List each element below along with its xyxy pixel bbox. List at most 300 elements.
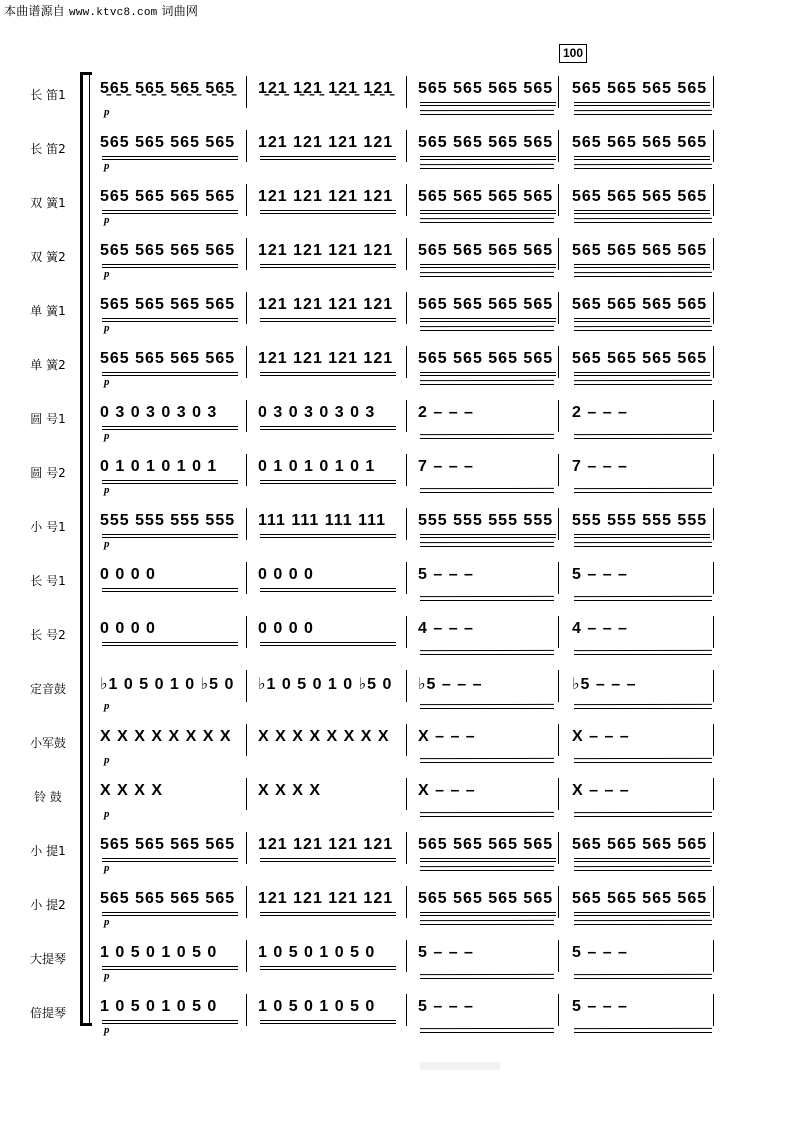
beam-line xyxy=(420,213,556,214)
measure: 121 121 121 121 xyxy=(258,350,394,367)
dynamic-piano: p xyxy=(104,916,110,928)
beam-line xyxy=(260,318,396,319)
measure: 1 0 5 0 1 0 5 0 xyxy=(100,998,218,1015)
measure: 4 – – – xyxy=(572,620,628,637)
measure: 1̱2̱1̱ 1̱2̱1̱ 1̱2̱1̱ 1̱2̱1̱ xyxy=(258,80,394,97)
barline xyxy=(558,778,559,810)
beam-line xyxy=(102,966,238,967)
instrument-label: 长 笛1 xyxy=(30,88,66,102)
measure: 565 565 565 565 xyxy=(418,836,554,853)
crescendo-hairpin xyxy=(420,920,554,923)
crescendo-hairpin xyxy=(574,488,712,491)
staff-row xyxy=(0,456,792,510)
barline xyxy=(246,616,247,648)
crescendo-hairpin xyxy=(420,812,554,815)
crescendo-hairpin xyxy=(420,650,554,653)
measure: 1 0 5 0 1 0 5 0 xyxy=(258,944,376,961)
measure: 565 565 565 565 xyxy=(100,188,236,205)
barline xyxy=(558,832,559,864)
crescendo-hairpin xyxy=(574,164,712,167)
beam-line xyxy=(420,105,556,106)
header-suffix: 词曲网 xyxy=(161,4,199,18)
beam-line xyxy=(102,267,238,268)
measure: 565 565 565 565 xyxy=(100,296,236,313)
beam-line xyxy=(574,534,710,535)
dynamic-piano: p xyxy=(104,700,110,712)
beam-line xyxy=(420,159,556,160)
instrument-label: 长 号2 xyxy=(30,628,66,642)
crescendo-hairpin xyxy=(574,110,712,113)
crescendo-hairpin xyxy=(574,434,712,437)
staff-row xyxy=(0,240,792,294)
measure: 1 0 5 0 1 0 5 0 xyxy=(258,998,376,1015)
measure: 565 565 565 565 xyxy=(100,836,236,853)
measure: 565 565 565 565 xyxy=(100,890,236,907)
barline xyxy=(558,238,559,270)
crescendo-hairpin xyxy=(574,596,712,599)
beam-line xyxy=(420,210,556,211)
staff-row xyxy=(0,510,792,564)
crescendo-hairpin xyxy=(574,704,712,707)
beam-line xyxy=(260,642,396,643)
measure: 565 565 565 565 xyxy=(100,350,236,367)
barline xyxy=(713,184,714,216)
barline xyxy=(558,346,559,378)
barline xyxy=(246,508,247,540)
barline xyxy=(713,832,714,864)
beam-line xyxy=(260,156,396,157)
beam-line xyxy=(102,372,238,373)
beam-line xyxy=(102,591,238,592)
crescendo-hairpin xyxy=(420,974,554,977)
beam-line xyxy=(260,915,396,916)
beam-line xyxy=(260,591,396,592)
barline xyxy=(406,778,407,810)
beam-line xyxy=(260,480,396,481)
beam-line xyxy=(260,267,396,268)
barline xyxy=(558,184,559,216)
barline xyxy=(406,454,407,486)
crescendo-hairpin xyxy=(420,272,554,275)
measure: 121 121 121 121 xyxy=(258,134,394,151)
crescendo-hairpin xyxy=(574,272,712,275)
beam-line xyxy=(420,912,556,913)
staff-row xyxy=(0,672,792,726)
measure: 7 – – – xyxy=(572,458,628,475)
barline xyxy=(558,886,559,918)
beam-line xyxy=(260,1020,396,1021)
measure: 565 565 565 565 xyxy=(418,80,554,97)
staff-row xyxy=(0,78,792,132)
measure: 5 – – – xyxy=(418,998,474,1015)
measure: X – – – xyxy=(572,782,630,799)
measure: 565 565 565 565 xyxy=(418,188,554,205)
crescendo-hairpin xyxy=(574,866,712,869)
measure: 1 0 5 0 1 0 5 0 xyxy=(100,944,218,961)
staff-row xyxy=(0,186,792,240)
crescendo-hairpin xyxy=(574,218,712,221)
beam-line xyxy=(420,375,556,376)
beam-line xyxy=(420,318,556,319)
crescendo-hairpin xyxy=(574,326,712,329)
beam-line xyxy=(574,318,710,319)
beam-line xyxy=(420,156,556,157)
barline xyxy=(246,724,247,756)
crescendo-hairpin xyxy=(420,1028,554,1031)
barline xyxy=(246,454,247,486)
beam-line xyxy=(260,861,396,862)
measure: 565 565 565 565 xyxy=(100,134,236,151)
beam-line xyxy=(420,537,556,538)
dynamic-piano: p xyxy=(104,754,110,766)
beam-line xyxy=(260,429,396,430)
rehearsal-mark: 100 xyxy=(559,44,587,63)
staff-row xyxy=(0,132,792,186)
barline xyxy=(246,994,247,1026)
beam-line xyxy=(574,912,710,913)
barline xyxy=(713,724,714,756)
barline xyxy=(406,292,407,324)
staff-row xyxy=(0,348,792,402)
instrument-label: 小 号1 xyxy=(30,520,66,534)
beam-line xyxy=(102,480,238,481)
beam-line xyxy=(260,375,396,376)
measure: 5 – – – xyxy=(418,566,474,583)
measure: 0 0 0 0 xyxy=(100,566,156,583)
beam-line xyxy=(102,858,238,859)
measure: 2 – – – xyxy=(572,404,628,421)
dynamic-piano: p xyxy=(104,1024,110,1036)
barline xyxy=(406,940,407,972)
barline xyxy=(246,886,247,918)
measure: ♭5 – – – xyxy=(572,676,637,693)
measure: 565 565 565 565 xyxy=(418,134,554,151)
barline xyxy=(713,238,714,270)
crescendo-hairpin xyxy=(420,596,554,599)
measure: 565 565 565 565 xyxy=(418,350,554,367)
crescendo-hairpin xyxy=(574,1028,712,1031)
beam-line xyxy=(420,861,556,862)
barline xyxy=(558,562,559,594)
measure: 565 565 565 565 xyxy=(418,890,554,907)
barline xyxy=(713,616,714,648)
measure: X – – – xyxy=(418,728,476,745)
barline xyxy=(246,832,247,864)
crescendo-hairpin xyxy=(574,758,712,761)
barline xyxy=(246,184,247,216)
crescendo-hairpin xyxy=(574,380,712,383)
instrument-label: 圆 号1 xyxy=(30,412,66,426)
measure: 5 – – – xyxy=(572,944,628,961)
instrument-label: 长 笛2 xyxy=(30,142,66,156)
measure: ♭1 0 5 0 1 0 ♭5 0 xyxy=(100,676,235,693)
beam-line xyxy=(102,318,238,319)
barline xyxy=(713,130,714,162)
measure: 565 565 565 565 xyxy=(572,80,708,97)
crescendo-hairpin xyxy=(420,218,554,221)
measure: X X X X X X X X xyxy=(100,728,232,745)
beam-line xyxy=(574,537,710,538)
beam-line xyxy=(260,645,396,646)
beam-line xyxy=(260,210,396,211)
beam-line xyxy=(574,159,710,160)
measure: X X X X xyxy=(100,782,164,799)
barline xyxy=(558,400,559,432)
measure: 5 – – – xyxy=(572,998,628,1015)
measure: 565 565 565 565 xyxy=(418,242,554,259)
measure: 0 0 0 0 xyxy=(258,566,314,583)
measure: X – – – xyxy=(418,782,476,799)
measure: 121 121 121 121 xyxy=(258,296,394,313)
header-url[interactable]: www.ktvc8.com xyxy=(69,7,158,19)
barline xyxy=(406,994,407,1026)
crescendo-hairpin xyxy=(420,380,554,383)
barline xyxy=(406,832,407,864)
dynamic-piano: p xyxy=(104,214,110,226)
beam-line xyxy=(260,537,396,538)
barline xyxy=(713,670,714,702)
barline xyxy=(406,886,407,918)
beam-line xyxy=(574,861,710,862)
measure: 565 565 565 565 xyxy=(572,188,708,205)
beam-line xyxy=(574,210,710,211)
barline xyxy=(713,940,714,972)
barline xyxy=(246,940,247,972)
beam-line xyxy=(420,264,556,265)
beam-line xyxy=(102,210,238,211)
beam-line xyxy=(102,321,238,322)
beam-line xyxy=(260,264,396,265)
measure: 565 565 565 565 xyxy=(572,296,708,313)
staff-row xyxy=(0,726,792,780)
barline xyxy=(406,184,407,216)
measure: 5 – – – xyxy=(572,566,628,583)
beam-line xyxy=(102,483,238,484)
barline xyxy=(406,346,407,378)
barline xyxy=(713,508,714,540)
beam-line xyxy=(574,375,710,376)
beam-line xyxy=(420,534,556,535)
faint-mark xyxy=(420,1062,500,1070)
crescendo-hairpin xyxy=(420,488,554,491)
dynamic-piano: p xyxy=(104,160,110,172)
barline xyxy=(406,724,407,756)
barline xyxy=(246,400,247,432)
instrument-label: 铃 鼓 xyxy=(34,790,62,804)
measure: 565 565 565 565 xyxy=(100,242,236,259)
instrument-label: 长 号1 xyxy=(30,574,66,588)
crescendo-hairpin xyxy=(574,542,712,545)
page-header xyxy=(4,2,198,19)
measure: 555 555 555 555 xyxy=(572,512,708,529)
measure: 565 565 565 565 xyxy=(572,350,708,367)
barline xyxy=(558,508,559,540)
instrument-label: 小 提2 xyxy=(30,898,66,912)
beam-line xyxy=(574,213,710,214)
staff-row xyxy=(0,402,792,456)
beam-line xyxy=(102,429,238,430)
barline xyxy=(246,562,247,594)
barline xyxy=(246,346,247,378)
beam-line xyxy=(102,534,238,535)
measure: 0 0 0 0 xyxy=(258,620,314,637)
beam-line xyxy=(102,1023,238,1024)
beam-line xyxy=(574,915,710,916)
dynamic-piano: p xyxy=(104,106,110,118)
dynamic-piano: p xyxy=(104,484,110,496)
barline xyxy=(558,130,559,162)
measure: 555 555 555 555 xyxy=(418,512,554,529)
barline xyxy=(406,508,407,540)
beam-line xyxy=(260,483,396,484)
instrument-label: 倍提琴 xyxy=(29,1006,66,1020)
barline xyxy=(406,238,407,270)
beam-line xyxy=(102,264,238,265)
measure: 0 1 0 1 0 1 0 1 xyxy=(100,458,218,475)
barline xyxy=(713,76,714,108)
beam-line xyxy=(574,156,710,157)
staff-row xyxy=(0,834,792,888)
measure: 5̱6̱5̱ 5̱6̱5̱ 5̱6̱5̱ 5̱6̱5̱ xyxy=(100,80,236,97)
crescendo-hairpin xyxy=(420,542,554,545)
beam-line xyxy=(574,858,710,859)
barline xyxy=(246,76,247,108)
barline xyxy=(558,454,559,486)
crescendo-hairpin xyxy=(420,434,554,437)
measure: 555 555 555 555 xyxy=(100,512,236,529)
instrument-label: 圆 号2 xyxy=(30,466,66,480)
barline xyxy=(713,400,714,432)
beam-line xyxy=(260,213,396,214)
barline xyxy=(713,994,714,1026)
barline xyxy=(558,724,559,756)
instrument-label: 双 簧2 xyxy=(30,250,66,264)
beam-line xyxy=(574,102,710,103)
crescendo-hairpin xyxy=(574,974,712,977)
barline xyxy=(558,76,559,108)
staff-row xyxy=(0,888,792,942)
beam-line xyxy=(102,642,238,643)
beam-line xyxy=(260,588,396,589)
measure: 7 – – – xyxy=(418,458,474,475)
header-site-text: 本曲谱源自 xyxy=(4,4,66,18)
staff-row xyxy=(0,996,792,1050)
instrument-label: 定音鼓 xyxy=(29,682,66,696)
instrument-label: 双 簧1 xyxy=(30,196,66,210)
crescendo-hairpin xyxy=(420,164,554,167)
crescendo-hairpin xyxy=(574,650,712,653)
beam-line xyxy=(420,321,556,322)
barline xyxy=(713,292,714,324)
instrument-label: 单 簧1 xyxy=(30,304,66,318)
beam-line xyxy=(102,645,238,646)
barline xyxy=(246,130,247,162)
dynamic-piano: p xyxy=(104,268,110,280)
dynamic-piano: p xyxy=(104,862,110,874)
dynamic-piano: p xyxy=(104,376,110,388)
staff-row xyxy=(0,294,792,348)
barline xyxy=(713,346,714,378)
staff-row xyxy=(0,942,792,996)
beam-line xyxy=(260,159,396,160)
beam-line xyxy=(102,156,238,157)
crescendo-hairpin xyxy=(420,110,554,113)
barline xyxy=(246,292,247,324)
crescendo-hairpin xyxy=(420,758,554,761)
crescendo-hairpin xyxy=(574,920,712,923)
barline xyxy=(406,130,407,162)
crescendo-hairpin xyxy=(574,812,712,815)
measure: ♭5 – – – xyxy=(418,676,483,693)
beam-line xyxy=(260,426,396,427)
barline xyxy=(713,778,714,810)
beam-line xyxy=(102,375,238,376)
measure: 121 121 121 121 xyxy=(258,188,394,205)
dynamic-piano: p xyxy=(104,538,110,550)
beam-line xyxy=(260,372,396,373)
beam-line xyxy=(260,966,396,967)
measure: ♭1 0 5 0 1 0 ♭5 0 xyxy=(258,676,393,693)
dynamic-piano: p xyxy=(104,322,110,334)
beam-line xyxy=(260,858,396,859)
crescendo-hairpin xyxy=(420,866,554,869)
beam-line xyxy=(102,969,238,970)
barline xyxy=(558,616,559,648)
measure: 0 3 0 3 0 3 0 3 xyxy=(100,404,218,421)
barline xyxy=(406,76,407,108)
dynamic-piano: p xyxy=(104,970,110,982)
measure: X X X X xyxy=(258,782,322,799)
barline xyxy=(406,562,407,594)
staff-row xyxy=(0,564,792,618)
instrument-label: 小军鼓 xyxy=(29,736,66,750)
staff-row xyxy=(0,618,792,672)
dynamic-piano: p xyxy=(104,808,110,820)
measure: 0 1 0 1 0 1 0 1 xyxy=(258,458,376,475)
measure: 121 121 121 121 xyxy=(258,242,394,259)
beam-line xyxy=(420,858,556,859)
measure: 5 – – – xyxy=(418,944,474,961)
barline xyxy=(246,778,247,810)
barline xyxy=(713,562,714,594)
beam-line xyxy=(420,102,556,103)
beam-line xyxy=(420,267,556,268)
dynamic-piano: p xyxy=(104,430,110,442)
crescendo-hairpin xyxy=(420,326,554,329)
barline xyxy=(558,994,559,1026)
measure: 565 565 565 565 xyxy=(418,296,554,313)
measure: 0 0 0 0 xyxy=(100,620,156,637)
barline xyxy=(246,238,247,270)
measure: 565 565 565 565 xyxy=(572,836,708,853)
beam-line xyxy=(102,1020,238,1021)
beam-line xyxy=(420,372,556,373)
beam-line xyxy=(102,159,238,160)
measure: 0 3 0 3 0 3 0 3 xyxy=(258,404,376,421)
beam-line xyxy=(574,264,710,265)
beam-line xyxy=(260,912,396,913)
beam-line xyxy=(574,372,710,373)
staff-row xyxy=(0,780,792,834)
beam-line xyxy=(574,321,710,322)
beam-line xyxy=(260,321,396,322)
measure: 121 121 121 121 xyxy=(258,836,394,853)
measure: 565 565 565 565 xyxy=(572,134,708,151)
beam-line xyxy=(102,213,238,214)
barline xyxy=(406,670,407,702)
barline xyxy=(558,670,559,702)
barline xyxy=(246,670,247,702)
